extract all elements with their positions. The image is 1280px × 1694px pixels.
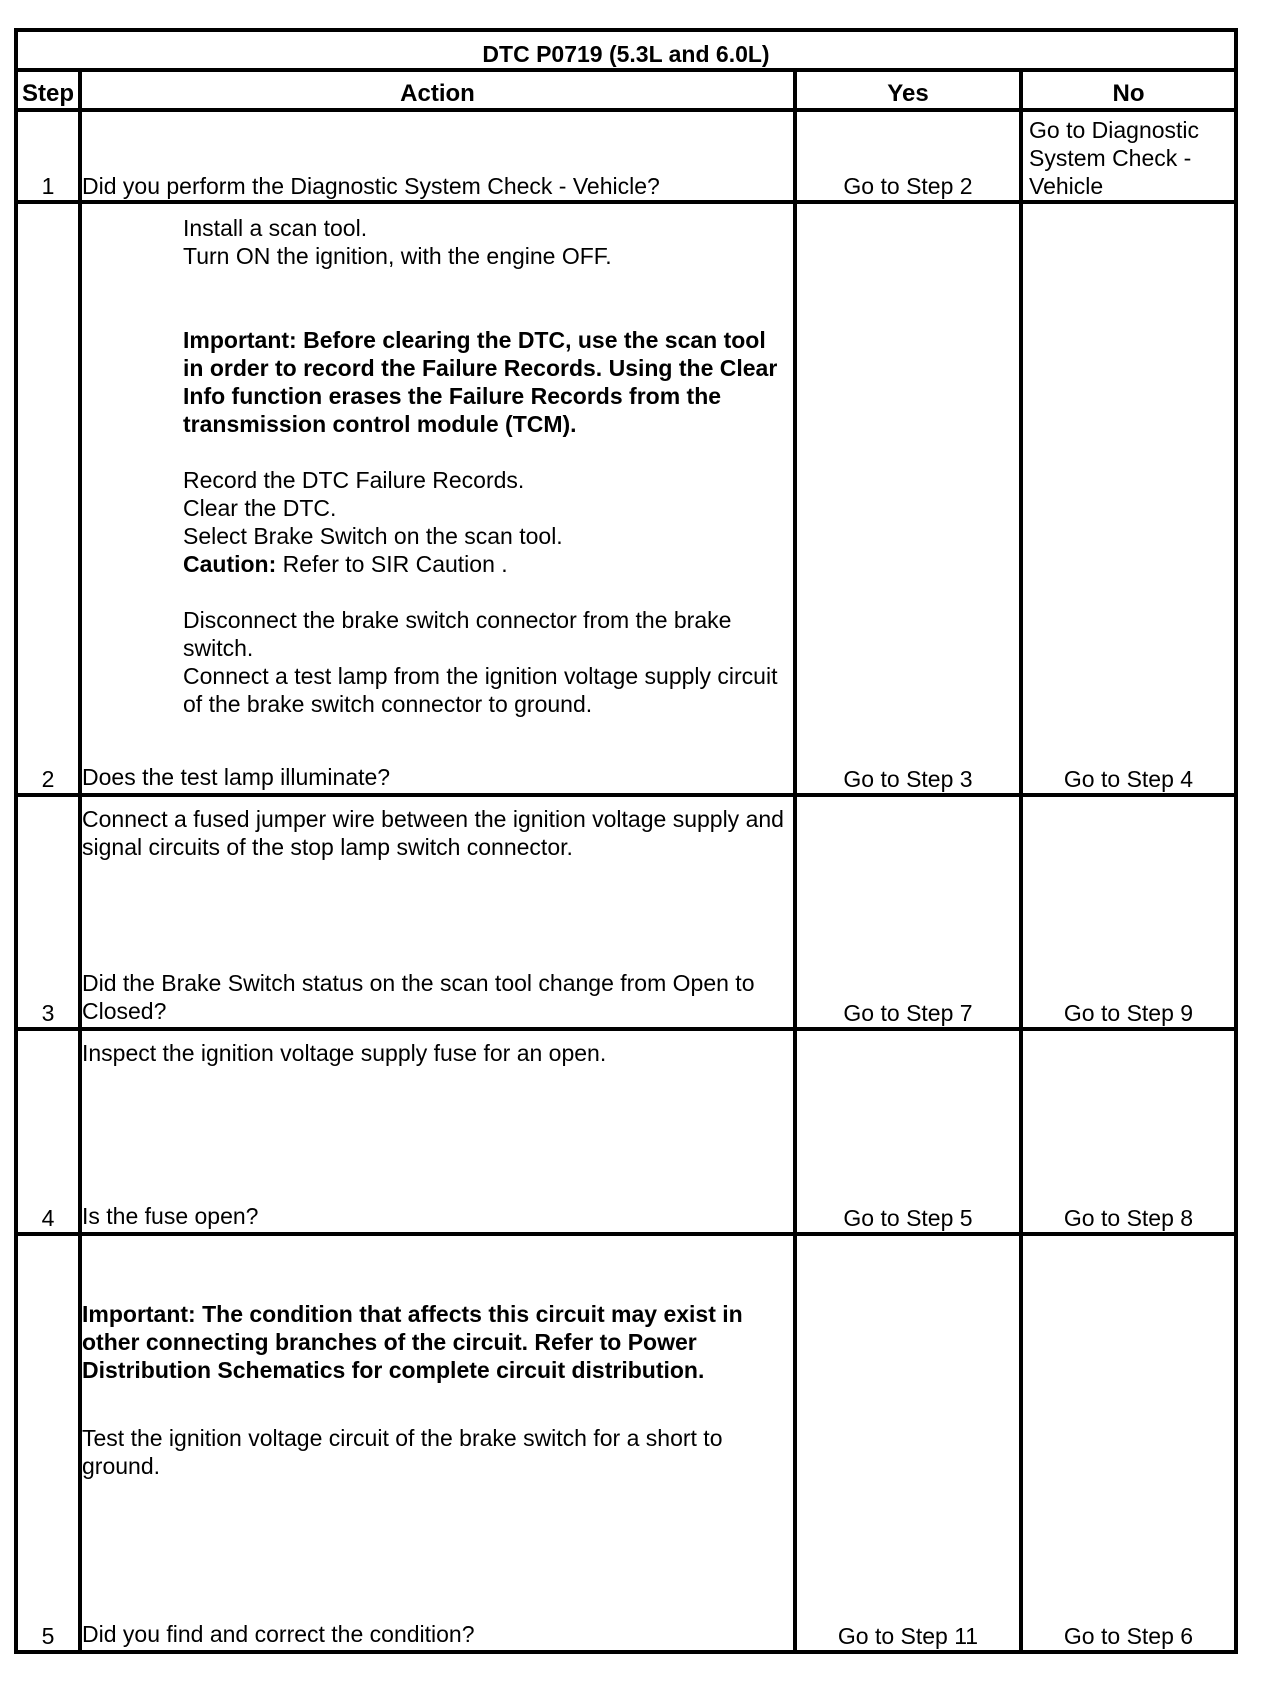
action-cell bbox=[80, 110, 795, 202]
action-question: Did you find and correct the condition? bbox=[82, 1621, 475, 1647]
action-question: Does the test lamp illuminate? bbox=[82, 764, 391, 790]
action-line: Inspect the ignition voltage supply fuse for an open. bbox=[82, 1040, 607, 1066]
table-row bbox=[16, 1029, 1236, 1234]
yes-cell: Go to Step 7 bbox=[795, 795, 1021, 1029]
action-line: Record the DTC Failure Records. bbox=[183, 467, 525, 493]
yes-cell: Go to Step 5 bbox=[795, 1029, 1021, 1234]
yes-cell: Go to Step 2 bbox=[795, 110, 1021, 202]
no-cell: Go to Diagnostic System Check - Vehicle bbox=[1021, 110, 1236, 202]
dtc-table bbox=[14, 28, 1238, 1654]
step-number: 5 bbox=[16, 1234, 80, 1652]
header-action: Action bbox=[80, 70, 795, 110]
action-line: Turn ON the ignition, with the engine OFF. bbox=[183, 243, 612, 269]
table-row bbox=[16, 795, 1236, 1029]
caution-text: Refer to SIR Caution . bbox=[282, 551, 508, 577]
table-row bbox=[16, 202, 1236, 795]
action-line: Connect a fused jumper wire between the ignition voltage supply and signal circuits of the stop lamp switch connector. bbox=[82, 806, 784, 860]
header-yes: Yes bbox=[795, 70, 1021, 110]
no-cell: Go to Step 9 bbox=[1021, 795, 1236, 1029]
action-cell bbox=[80, 1234, 795, 1652]
table-title: DTC P0719 (5.3L and 6.0L) bbox=[16, 30, 1236, 70]
caution-label: Caution: bbox=[183, 551, 277, 577]
step-number: 4 bbox=[16, 1029, 80, 1234]
step-number: 2 bbox=[16, 202, 80, 795]
action-cell bbox=[80, 1029, 795, 1234]
action-line: Install a scan tool. bbox=[183, 215, 368, 241]
no-cell: Go to Step 8 bbox=[1021, 1029, 1236, 1234]
header-step: Step bbox=[16, 70, 80, 110]
no-cell: Go to Step 6 bbox=[1021, 1234, 1236, 1652]
action-line: Connect a test lamp from the ignition voltage supply circuit of the brake switch connector to ground. bbox=[183, 663, 778, 717]
header-row bbox=[16, 70, 1236, 110]
action-question: Did you perform the Diagnostic System Check - Vehicle? bbox=[82, 173, 660, 199]
step-number: 3 bbox=[16, 795, 80, 1029]
table-row bbox=[16, 110, 1236, 202]
yes-cell: Go to Step 3 bbox=[795, 202, 1021, 795]
caution-note bbox=[183, 550, 793, 578]
action-cell bbox=[80, 795, 795, 1029]
important-note: Important: The condition that affects this circuit may exist in other connecting branches of the circuit. Refer to Power Distribution Schematics for complete circuit distribution. bbox=[82, 1301, 743, 1383]
no-cell: Go to Step 4 bbox=[1021, 202, 1236, 795]
important-note: Important: Before clearing the DTC, use the scan tool in order to record the Failure Records. Using the Clear Info function erases the Failure Records from the transmission control module (TCM). bbox=[183, 327, 778, 437]
yes-cell: Go to Step 11 bbox=[795, 1234, 1021, 1652]
action-line: Select Brake Switch on the scan tool. bbox=[183, 523, 563, 549]
action-question: Is the fuse open? bbox=[82, 1203, 259, 1229]
action-cell bbox=[80, 202, 795, 795]
step-number: 1 bbox=[16, 110, 80, 202]
table-row bbox=[16, 1234, 1236, 1652]
action-line: Clear the DTC. bbox=[183, 495, 337, 521]
header-no: No bbox=[1021, 70, 1236, 110]
action-question: Did the Brake Switch status on the scan tool change from Open to Closed? bbox=[82, 970, 755, 1024]
title-row bbox=[16, 30, 1236, 70]
action-line: Disconnect the brake switch connector from the brake switch. bbox=[183, 607, 732, 661]
action-line: Test the ignition voltage circuit of the brake switch for a short to ground. bbox=[82, 1425, 723, 1479]
